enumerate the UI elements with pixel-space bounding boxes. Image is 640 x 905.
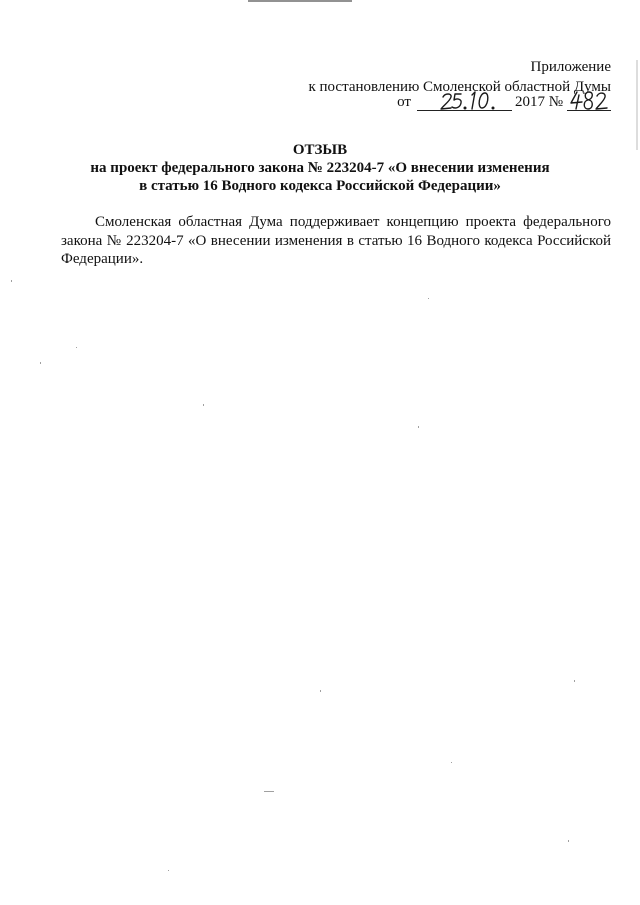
body-paragraph: Смоленская областная Дума поддерживает концепцию проекта федерального закона № 223204-7 «О внесении изменения в статью 16 Водного кодекса Российской Федерации». — [61, 214, 611, 267]
scan-speck — [76, 347, 77, 348]
scan-speck — [568, 840, 569, 842]
year-and-number-label: 2017 № — [514, 94, 563, 110]
decree-reference: к постановлению Смоленской областной Думы — [308, 79, 611, 95]
scan-speck — [40, 362, 41, 364]
scan-speck — [636, 60, 638, 150]
handwritten-number-field — [567, 92, 611, 111]
handwritten-date-field — [417, 92, 512, 111]
scan-speck — [168, 870, 169, 871]
document-title: ОТЗЫВ — [292, 142, 348, 158]
scan-speck — [451, 762, 452, 763]
document-body — [61, 213, 611, 269]
scan-speck — [418, 426, 419, 428]
date-number-line — [397, 92, 611, 111]
scan-speck — [203, 404, 204, 406]
scan-speck — [320, 690, 321, 692]
appendix-label: Приложение — [530, 59, 611, 75]
date-prefix: от — [397, 94, 411, 110]
scan-speck — [264, 791, 274, 792]
handwritten-number — [567, 88, 611, 112]
scan-speck — [11, 280, 12, 282]
scan-speck — [428, 298, 429, 299]
document-title-block — [0, 141, 640, 195]
title-subtitle-line-1: на проект федерального закона № 223204-7 «О внесении изменения — [90, 160, 550, 176]
title-subtitle-line-2: в статью 16 Водного кодекса Российской Федерации» — [139, 178, 501, 194]
scan-top-bar — [248, 0, 352, 2]
handwritten-date — [417, 88, 512, 112]
scan-speck — [574, 680, 575, 682]
